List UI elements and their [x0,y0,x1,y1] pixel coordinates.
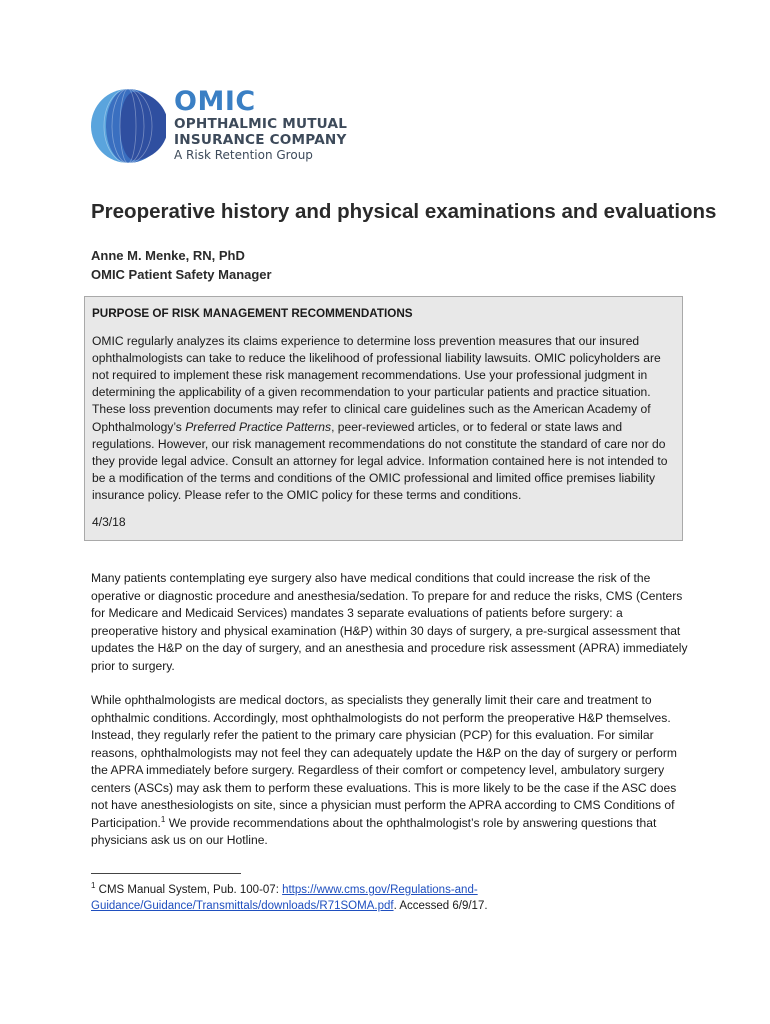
footnote-reference[interactable]: 1 [160,814,166,824]
author-block [91,246,272,284]
brand-line-1: OPHTHALMIC MUTUAL [174,116,348,132]
purpose-body-text-2: , peer-reviewed articles, or to federal or state laws and regulations. However, our risk management recommendations do not constitute the standard of care nor do they provide legal advice. Consult an attorney for legal advice. Information contained here is not intended to be a modification of the terms and conditions of the OMIC professional and limited office premises liability insurance policy. Please refer to the OMIC policy for these terms and conditions. [92,419,668,502]
brand-tagline: A Risk Retention Group [174,148,313,162]
cms-manual-link[interactable]: https://www.cms.gov/Regulations-and-Guidance/Guidance/Transmittals/downloads/R71SOMA.pdf [91,884,478,912]
document-title: Preoperative history and physical examinations and evaluations [91,200,717,223]
brand-text [174,88,347,163]
footnote-marker: 1 [91,881,96,890]
paragraph-2 [91,692,691,850]
purpose-body-text-1: OMIC regularly analyzes its claims experience to determine loss prevention measures that our insured ophthalmologists can take to reduce the likelihood of professional liability lawsuits. OMIC policyholders are not required to implement these risk management recommendations. Use your professional judgment in determining the applicability of a given recommendation to your particular patients and practice situation. These loss prevention documents may refer to clinical care guidelines such as the American Academy of Ophthalmology’s [92,334,661,434]
paragraph-2-text-2: We provide recommendations about the ophthalmologist’s role by answering questions that physicians ask us on our Hotline. [91,815,657,847]
footnote-divider [91,873,241,874]
paragraph-2-text-1: While ophthalmologists are medical doctors, as specialists they generally limit their care and treatment to ophthalmic conditions. Accordingly, most ophthalmologists do not perform the preoperative H&P themselves. Instead, they regularly refer the patient to the primary care physician (PCP) for this evaluation. For similar reasons, ophthalmologists may not feel they can adequately update the H&P on the day of surgery or perform the APRA immediately before surgery. Regardless of their comfort or competency level, ambulatory surgery centers (ASCs) may ask them to perform these evaluations. This is more likely to be the case if the ASC does not have anesthesiologists on site, since a physician must perform the APRA according to CMS Conditions of Participation. [91,693,677,830]
main-content [91,570,691,867]
purpose-body-italic: Preferred Practice Patterns [185,419,332,434]
footnote-prefix: CMS Manual System, Pub. 100-07: [95,884,283,896]
paragraph-1: Many patients contemplating eye surgery also have medical conditions that could increase the risk of the operative or diagnostic procedure and anesthesia/sedation. To prepare for and reduce the risks, CMS (Centers for Medicare and Medicaid Services) mandates 3 separate evaluations of patients before surgery: a preoperative history and physical examination (H&P) within 30 days of surgery, a pre-surgical assessment that updates the H&P on the day of surgery, and an anesthesia and procedure risk assessment (APRA) immediately prior to surgery. [91,571,688,673]
omic-logo [90,88,350,178]
footnote [91,882,691,914]
purpose-heading: PURPOSE OF RISK MANAGEMENT RECOMMENDATIONS [92,307,413,320]
omic-globe-logo-icon [90,88,166,164]
brand-name: OMIC [174,86,256,117]
brand-line-2: INSURANCE COMPANY [174,132,347,148]
footnote-suffix: . Accessed 6/9/17. [393,900,488,912]
purpose-box [84,296,683,541]
purpose-date: 4/3/18 [92,515,126,530]
author-role: OMIC Patient Safety Manager [91,267,272,282]
author-name: Anne M. Menke, RN, PhD [91,248,245,263]
purpose-body [92,333,675,504]
